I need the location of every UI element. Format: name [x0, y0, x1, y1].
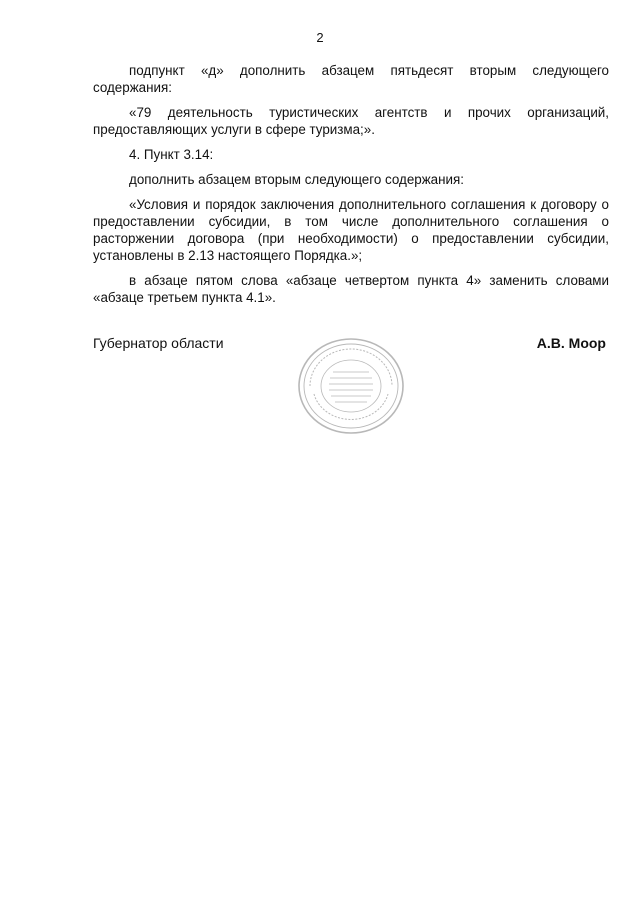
paragraph-subpoint-d: подпункт «д» дополнить абзацем пятьдесят вторым следующего содержания: [93, 63, 609, 95]
document-body [93, 62, 609, 314]
signatory-title: Губернатор области [93, 335, 224, 351]
signatory-name: А.В. Моор [536, 335, 606, 351]
paragraph-conditions: «Условия и порядок заключения дополнительного соглашения к договору о предоставлении субсидии, в том числе дополнительного соглашения о расторжении договора (при необходимости) о предоставлении субсидии, установлены в 2.13 настоящего Порядка.»; [93, 197, 609, 263]
official-seal-icon [296, 336, 406, 436]
paragraph-code-79: «79 деятельность туристических агентств и прочих организаций, предоставляющих услуги в сфере туризма;». [93, 105, 609, 137]
page-number: 2 [316, 30, 324, 45]
paragraph-add-second: дополнить абзацем вторым следующего содержания: [129, 172, 464, 187]
paragraph-point-3-14: 4. Пункт 3.14: [129, 147, 214, 162]
paragraph-replace-words: в абзаце пятом слова «абзаце четвертом пункта 4» заменить словами «абзаце третьем пункта 4.1». [93, 273, 609, 305]
